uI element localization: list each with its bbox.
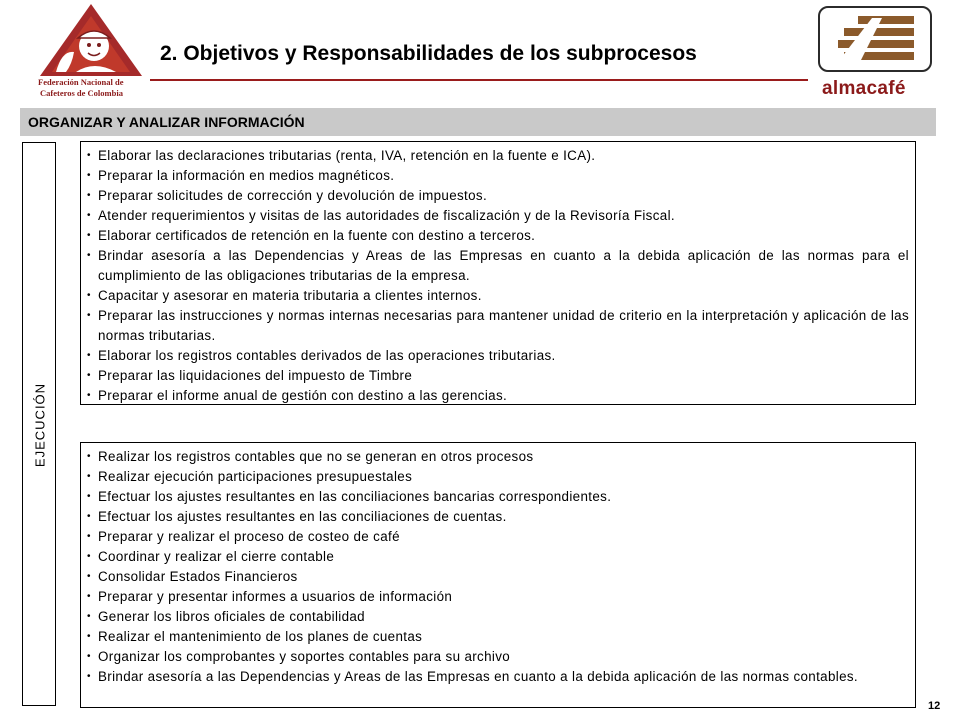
list-item	[87, 667, 909, 687]
list-item-text: Capacitar y asesorar en materia tributaria a clientes internos.	[98, 288, 482, 303]
almacafe-wordmark: almacafé	[822, 78, 906, 99]
almacafe-mark	[820, 8, 930, 70]
list-item-text: Realizar ejecución participaciones presupuestales	[98, 469, 413, 484]
list-item	[87, 567, 909, 587]
bullet-icon: •	[87, 551, 91, 562]
list-item	[87, 527, 909, 547]
bullet-icon: •	[87, 290, 91, 301]
page-title: 2. Objetivos y Responsabilidades de los subprocesos	[160, 42, 697, 65]
list-item	[87, 487, 909, 507]
bullet-icon: •	[87, 250, 91, 261]
list-item-text: Brindar asesoría a las Dependencias y Areas de las Empresas en cuanto a la debida aplicación de las normas para el cumplimiento de las obligaciones tributarias de la empresa.	[98, 248, 909, 283]
list-item	[87, 647, 909, 667]
list-item	[87, 627, 909, 647]
list-item	[87, 146, 909, 166]
list-item	[87, 246, 909, 286]
list-item-text: Elaborar certificados de retención en la fuente con destino a terceros.	[98, 228, 536, 243]
fnc-logo-line1: Federación Nacional de	[38, 77, 124, 87]
almacafe-logo	[818, 6, 936, 100]
section-title: ORGANIZAR Y ANALIZAR INFORMACIÓN	[28, 114, 305, 130]
list-item	[87, 166, 909, 186]
bullet-icon: •	[87, 511, 91, 522]
list-item	[87, 587, 909, 607]
accounting-responsibilities-list	[87, 447, 909, 687]
list-item	[87, 206, 909, 226]
list-item-text: Elaborar los registros contables derivados de las operaciones tributarias.	[98, 348, 556, 363]
list-item-text: Consolidar Estados Financieros	[98, 569, 298, 584]
bullet-icon: •	[87, 611, 91, 622]
list-item-text: Preparar las instrucciones y normas internas necesarias para mantener unidad de criterio en la interpretación y aplicación de las normas tributarias.	[98, 308, 909, 343]
list-item	[87, 447, 909, 467]
tax-responsibilities-list	[87, 146, 909, 406]
fnc-logo	[32, 2, 150, 100]
bullet-icon: •	[87, 210, 91, 221]
bullet-icon: •	[87, 370, 91, 381]
list-item-text: Coordinar y realizar el cierre contable	[98, 549, 335, 564]
bullet-icon: •	[87, 531, 91, 542]
bullet-icon: •	[87, 230, 91, 241]
list-item	[87, 386, 909, 406]
fnc-logo-line2: Cafeteros de Colombia	[40, 88, 123, 98]
list-item-text: Elaborar las declaraciones tributarias (renta, IVA, retención en la fuente e ICA).	[98, 148, 596, 163]
list-item	[87, 226, 909, 246]
list-item-text: Brindar asesoría a las Dependencias y Areas de las Empresas en cuanto a la debida aplicación de las normas contables.	[98, 669, 859, 684]
title-divider	[150, 79, 808, 81]
list-item	[87, 507, 909, 527]
bullet-icon: •	[87, 471, 91, 482]
list-item	[87, 286, 909, 306]
bullet-icon: •	[87, 190, 91, 201]
list-item	[87, 607, 909, 627]
list-item-text: Realizar el mantenimiento de los planes de cuentas	[98, 629, 423, 644]
list-item	[87, 346, 909, 366]
responsibilities-box-accounting	[80, 442, 916, 708]
bullet-icon: •	[87, 150, 91, 161]
list-item-text: Organizar los comprobantes y soportes contables para su archivo	[98, 649, 511, 664]
list-item-text: Preparar las liquidaciones del impuesto de Timbre	[98, 368, 413, 383]
bullet-icon: •	[87, 651, 91, 662]
bullet-icon: •	[87, 170, 91, 181]
almacafe-emblem	[818, 6, 932, 72]
list-item-text: Preparar y realizar el proceso de costeo de café	[98, 529, 400, 544]
list-item-text: Realizar los registros contables que no se generan en otros procesos	[98, 449, 534, 464]
list-item-text: Preparar y presentar informes a usuarios de información	[98, 589, 453, 604]
section-header	[20, 108, 936, 136]
bullet-icon: •	[87, 310, 91, 321]
bullet-icon: •	[87, 671, 91, 682]
bullet-icon: •	[87, 591, 91, 602]
bullet-icon: •	[87, 631, 91, 642]
list-item	[87, 366, 909, 386]
page-number: 12	[928, 700, 941, 712]
list-item-text: Efectuar los ajustes resultantes en las conciliaciones bancarias correspondientes.	[98, 489, 612, 504]
list-item-text: Generar los libros oficiales de contabilidad	[98, 609, 365, 624]
list-item-text: Preparar solicitudes de corrección y devolución de impuestos.	[98, 188, 488, 203]
bullet-icon: •	[87, 451, 91, 462]
list-item-text: Preparar el informe anual de gestión con destino a las gerencias.	[98, 388, 508, 403]
list-item-text: Preparar la información en medios magnéticos.	[98, 168, 395, 183]
bullet-icon: •	[87, 390, 91, 401]
list-item	[87, 186, 909, 206]
bullet-icon: •	[87, 491, 91, 502]
phase-label: EJECUCIÓN	[32, 382, 48, 468]
phase-label-box	[22, 142, 56, 706]
list-item	[87, 306, 909, 346]
bullet-icon: •	[87, 571, 91, 582]
list-item	[87, 547, 909, 567]
bullet-icon: •	[87, 350, 91, 361]
list-item	[87, 467, 909, 487]
list-item-text: Atender requerimientos y visitas de las autoridades de fiscalización y de la Revisoría Fiscal.	[98, 208, 675, 223]
list-item-text: Efectuar los ajustes resultantes en las conciliaciones de cuentas.	[98, 509, 507, 524]
responsibilities-box-tax	[80, 141, 916, 405]
